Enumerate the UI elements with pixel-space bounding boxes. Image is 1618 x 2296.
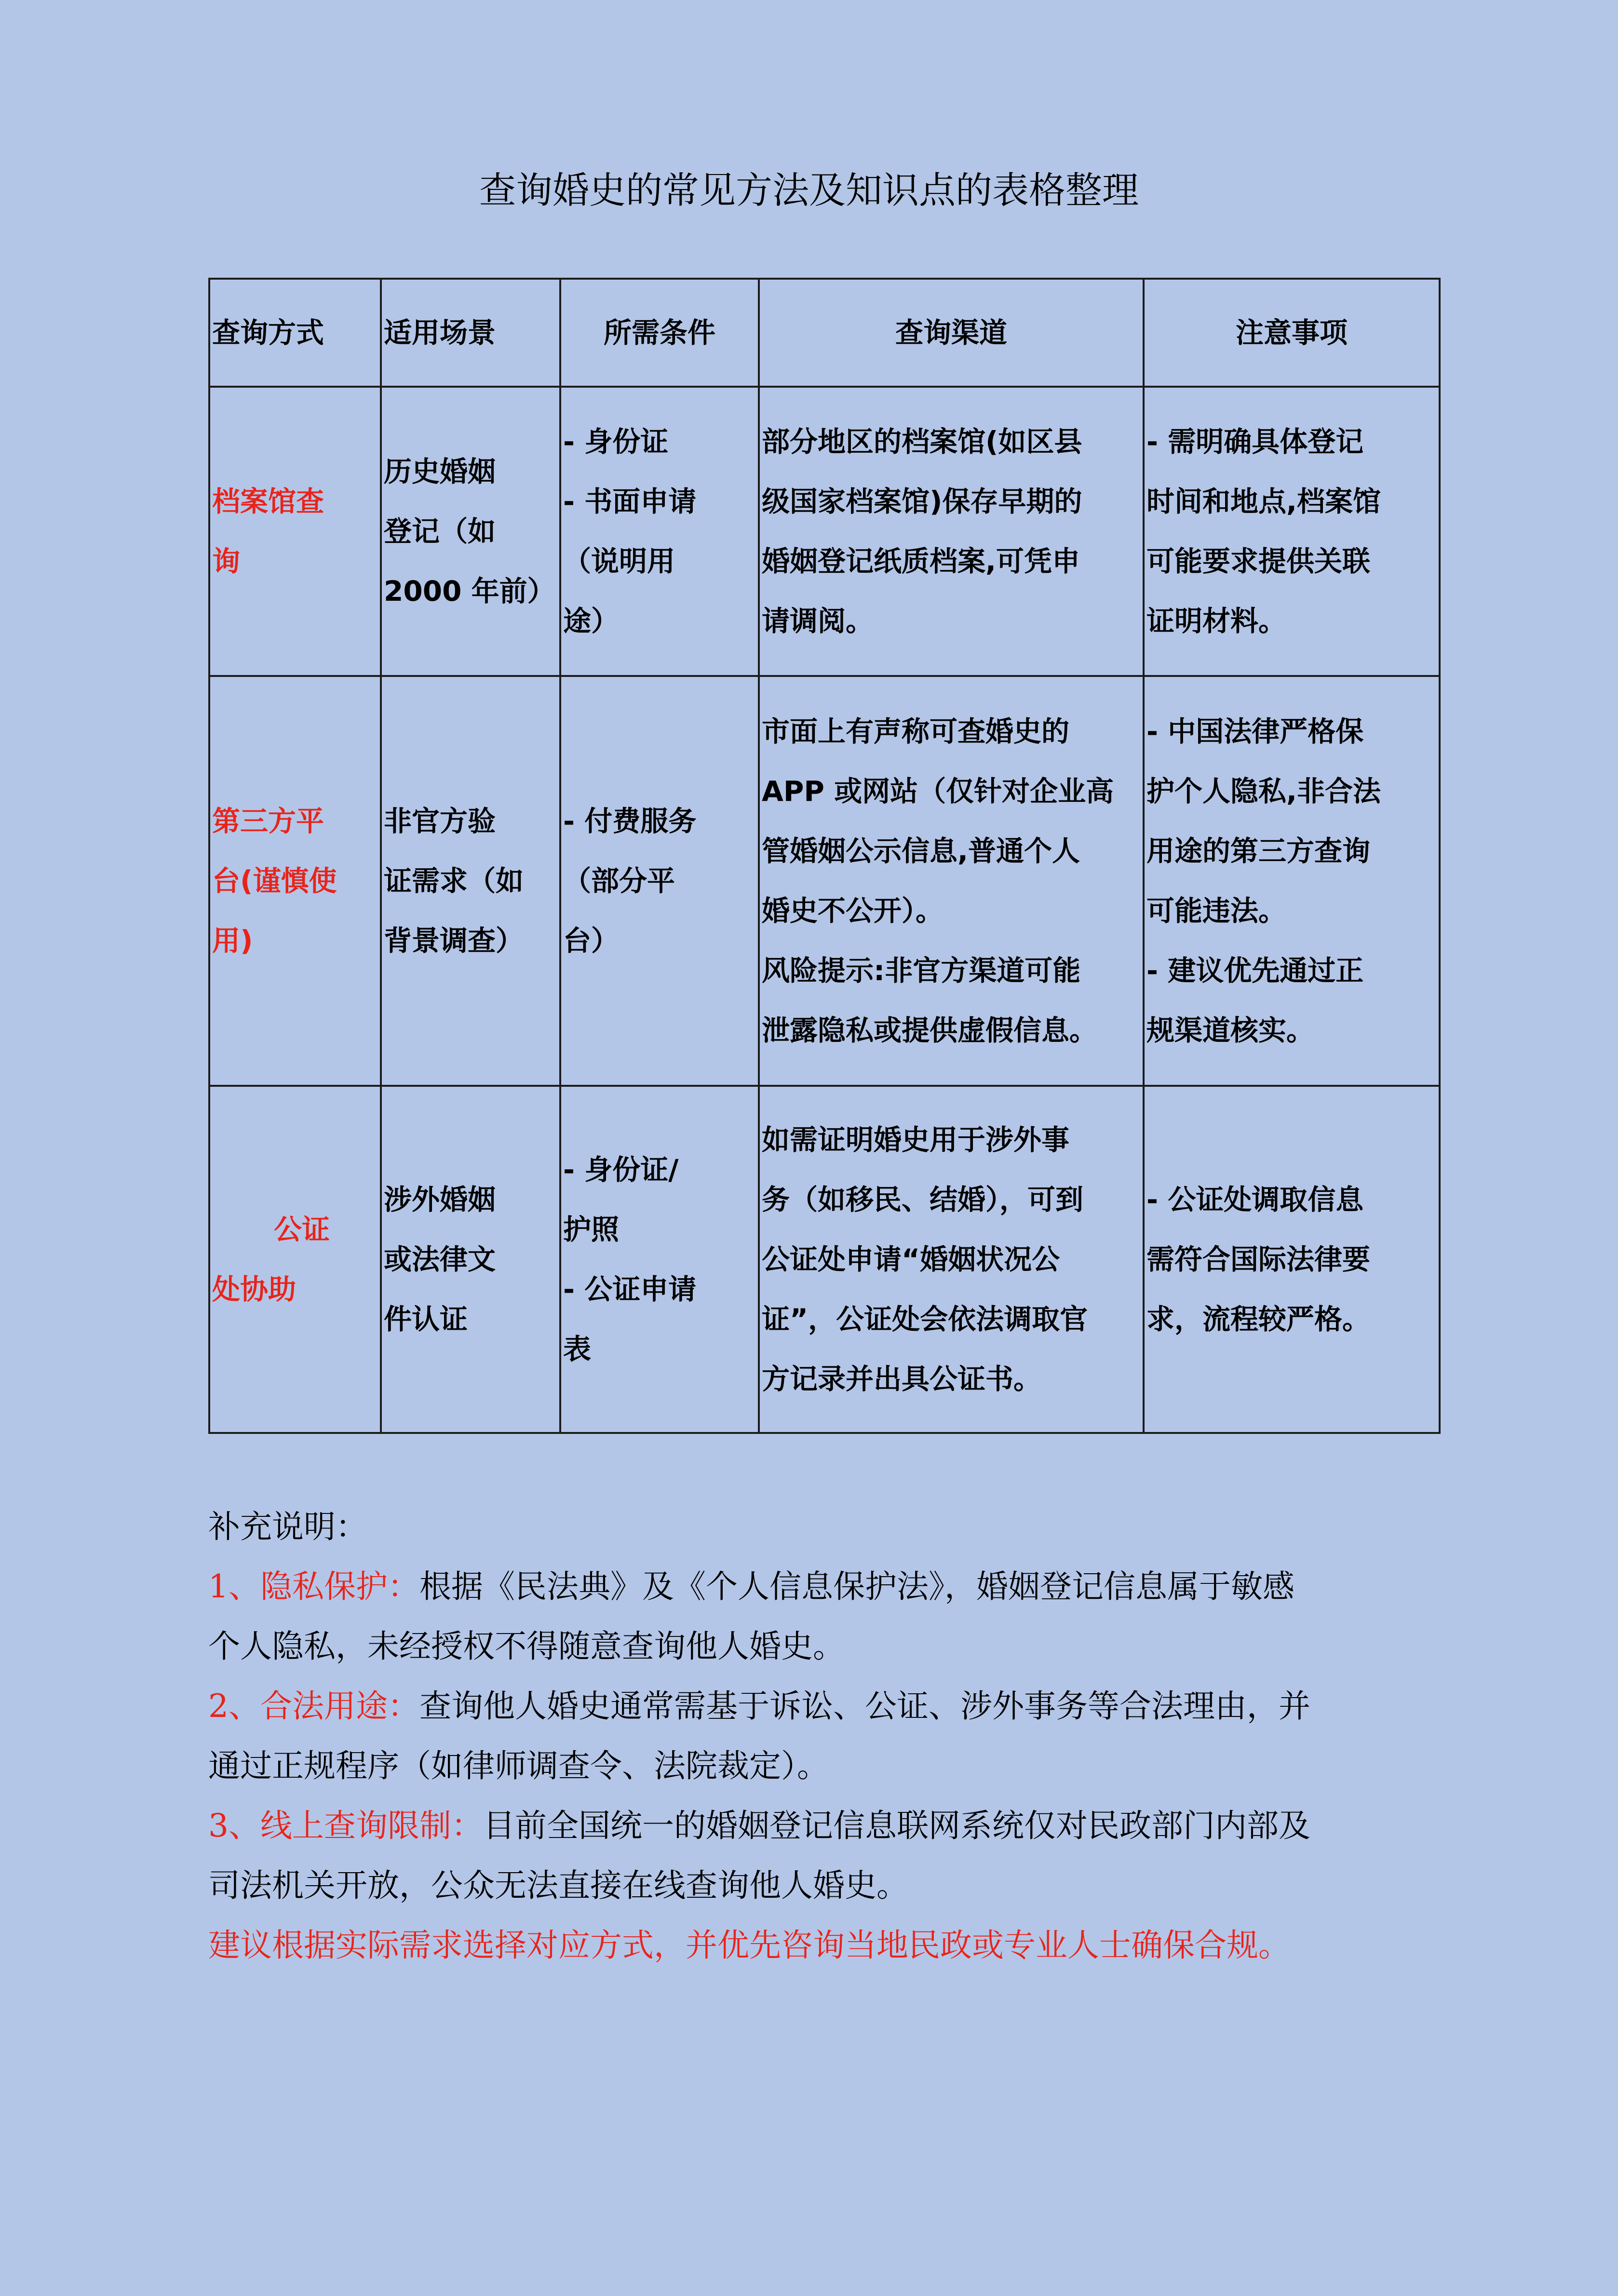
- cell-scenario: 非官方验 证需求（如 背景调查）: [381, 676, 560, 1086]
- methods-table: [208, 278, 1441, 1434]
- cell-method: 第三方平 台(谨慎使 用): [209, 676, 381, 1086]
- cell-notes: - 需明确具体登记 时间和地点,档案馆 可能要求提供关联 证明材料。: [1144, 387, 1440, 676]
- supplement-item-privacy: [208, 1557, 1443, 1617]
- table-row: [209, 676, 1440, 1086]
- supplement-item-online-limit: [208, 1796, 1443, 1856]
- item-label: 3、线上查询限制：: [208, 1807, 483, 1844]
- supplement-item-legal-use: [208, 1676, 1443, 1736]
- header-channel: 查询渠道: [759, 279, 1144, 387]
- header-notes: 注意事项: [1144, 279, 1440, 387]
- table-row: [209, 1086, 1440, 1433]
- table-row: [209, 387, 1440, 676]
- cell-scenario: 涉外婚姻 或法律文 件认证: [381, 1086, 560, 1433]
- cell-channel: 市面上有声称可查婚史的 APP 或网站（仅针对企业高 管婚姻公示信息,普通个人 婚史不公开）。 风险提示:非官方渠道可能 泄露隐私或提供虚假信息。: [759, 676, 1144, 1086]
- advice-line: 建议根据实际需求选择对应方式，并优先咨询当地民政或专业人士确保合规。: [208, 1927, 1290, 1964]
- item-text-continued: 个人隐私，未经授权不得随意查询他人婚史。: [208, 1628, 845, 1665]
- cell-notes: - 中国法律严格保 护个人隐私,非合法 用途的第三方查询 可能违法。 - 建议优先通过正 规渠道核实。: [1144, 676, 1440, 1086]
- item-text-continued: 通过正规程序（如律师调查令、法院裁定）。: [208, 1747, 829, 1784]
- supplement-heading: 补充说明：: [208, 1508, 367, 1545]
- item-text: 查询他人婚史通常需基于诉讼、公证、涉外事务等合法理由，并: [419, 1688, 1310, 1725]
- table-header-row: [209, 279, 1440, 387]
- item-label: 2、合法用途：: [208, 1688, 419, 1725]
- item-text: 目前全国统一的婚姻登记信息联网系统仅对民政部门内部及: [483, 1807, 1310, 1844]
- cell-channel: 部分地区的档案馆(如区县 级国家档案馆)保存早期的 婚姻登记纸质档案,可凭申 请调阅。: [759, 387, 1144, 676]
- cell-channel: 如需证明婚史用于涉外事 务（如移民、结婚），可到 公证处申请“婚姻状况公 证”，公证处会依法调取官 方记录并出具公证书。: [759, 1086, 1144, 1433]
- cell-requirements: - 身份证/ 护照 - 公证申请 表: [560, 1086, 759, 1433]
- supplement-section: [208, 1497, 1443, 1975]
- cell-requirements: - 身份证 - 书面申请 （说明用 途）: [560, 387, 759, 676]
- cell-method: 档案馆查 询: [209, 387, 381, 676]
- item-text-continued: 司法机关开放，公众无法直接在线查询他人婚史。: [208, 1867, 908, 1904]
- page-title: 查询婚史的常见方法及知识点的表格整理: [479, 169, 1139, 212]
- item-text: 根据《民法典》及《个人信息保护法》，婚姻登记信息属于敏感: [419, 1568, 1294, 1605]
- item-label: 1、隐私保护：: [208, 1568, 419, 1605]
- header-method: 查询方式: [209, 279, 381, 387]
- cell-notes: - 公证处调取信息 需符合国际法律要 求，流程较严格。: [1144, 1086, 1440, 1433]
- cell-requirements: - 付费服务 （部分平 台）: [560, 676, 759, 1086]
- cell-method: 公证 处协助: [209, 1086, 381, 1433]
- cell-scenario: 历史婚姻 登记（如 2000 年前）: [381, 387, 560, 676]
- header-requirements: 所需条件: [560, 279, 759, 387]
- header-scenario: 适用场景: [381, 279, 560, 387]
